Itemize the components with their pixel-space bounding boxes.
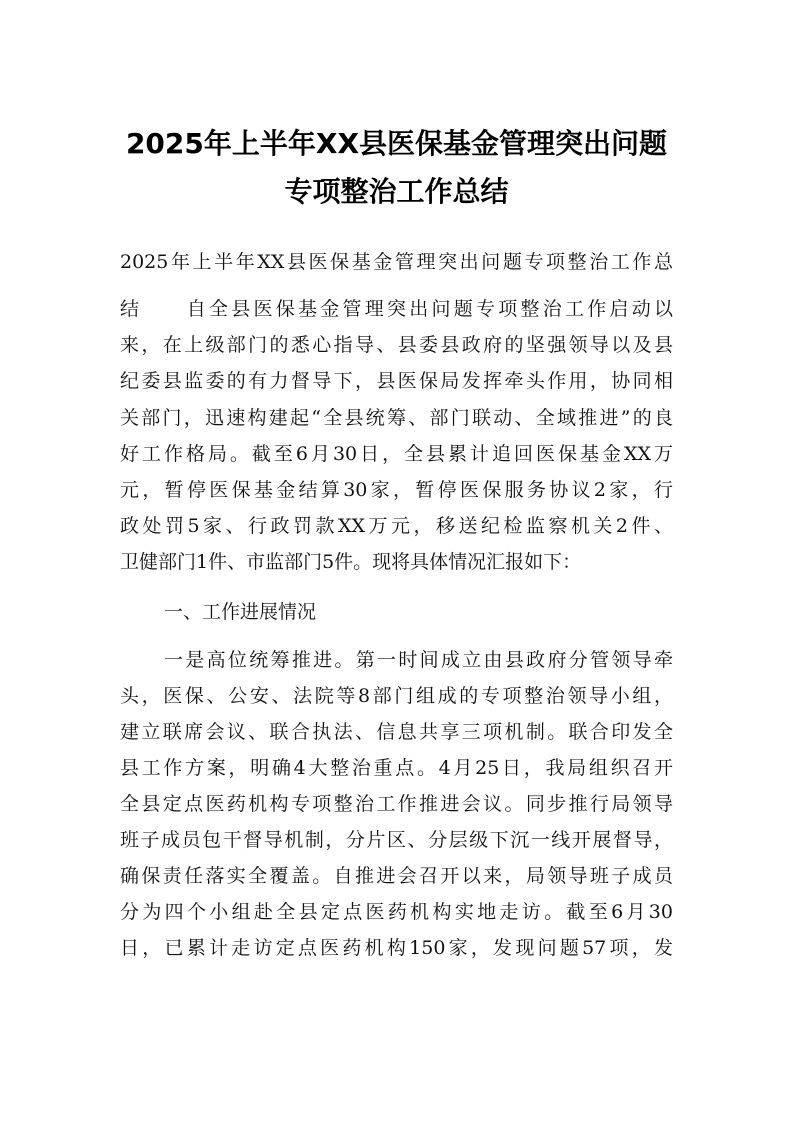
body-line: 2025年上半年XX县医保基金管理突出问题专项整治工作总 xyxy=(120,251,673,273)
document-title-line-1: 2025年上半年XX县医保基金管理突出问题 xyxy=(125,127,668,160)
body-line: 卫健部门1件、市监部门5件。现将具体情况汇报如下： xyxy=(120,551,582,573)
document-title-line-2: 专项整治工作总结 xyxy=(284,175,509,208)
body-line: 班子成员包干督导机制，分片区、分层级下沉一线开展督导， xyxy=(120,829,673,851)
body-line: 结 自全县医保基金管理突出问题专项整治工作启动以 xyxy=(120,298,673,320)
body-line: 头，医保、公安、法院等8部门组成的专项整治领导小组， xyxy=(120,685,673,707)
body-line: 确保责任落实全覆盖。自推进会召开以来，局领导班子成员 xyxy=(120,865,673,887)
body-line: 关部门，迅速构建起“全县统筹、部门联动、全域推进”的良 xyxy=(120,407,673,429)
body-line: 好工作格局。截至6月30日，全县累计追回医保基金XX万 xyxy=(120,443,673,465)
body-line: 元，暂停医保基金结算30家，暂停医保服务协议2家，行 xyxy=(120,479,673,501)
body-line: 政处罚5家、行政罚款XX万元，移送纪检监察机关2件、 xyxy=(120,515,673,537)
body-line: 全县定点医药机构专项整治工作推进会议。同步推行局领导 xyxy=(120,793,673,815)
body-line: 建立联席会议、联合执法、信息共享三项机制。联合印发全 xyxy=(120,721,673,743)
body-line: 一是高位统筹推进。第一时间成立由县政府分管领导牵 xyxy=(164,649,673,671)
body-line: 分为四个小组赴全县定点医药机构实地走访。截至6月30 xyxy=(120,901,673,923)
body-line: 来，在上级部门的悉心指导、县委县政府的坚强领导以及县 xyxy=(120,334,673,356)
body-line: 县工作方案，明确4大整治重点。4月25日，我局组织召开 xyxy=(120,757,673,779)
section-heading: 一、工作进展情况 xyxy=(164,601,317,623)
body-line: 纪委县监委的有力督导下，县医保局发挥牵头作用，协同相 xyxy=(120,370,673,392)
body-line: 日，已累计走访定点医药机构150家，发现问题57项，发 xyxy=(120,937,673,959)
